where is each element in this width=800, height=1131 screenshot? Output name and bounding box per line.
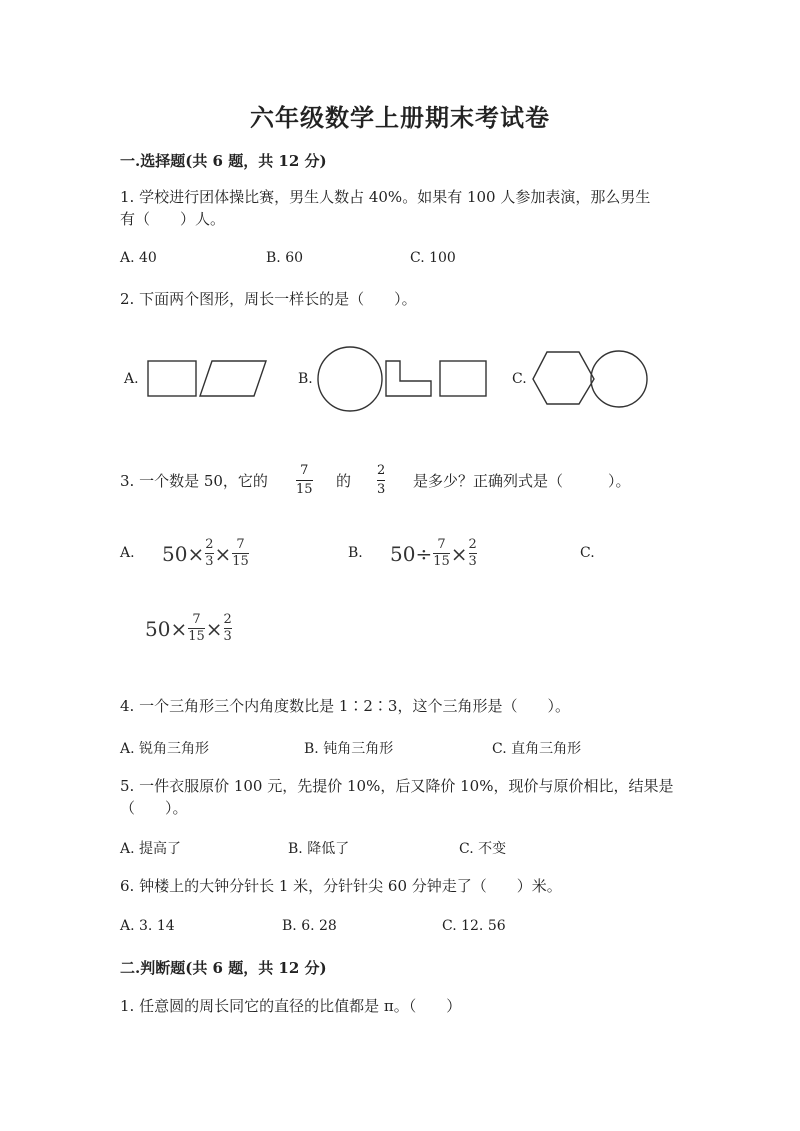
math-operator: × — [187, 541, 205, 566]
q5-text-line2: （ ）。 — [120, 799, 188, 817]
q6-option-c[interactable]: C. 12. 56 — [442, 918, 506, 934]
page-title: 六年级数学上册期末考试卷 — [250, 103, 550, 132]
q3-option-b-expression[interactable] — [390, 538, 478, 569]
j1-text: 1. 任意圆的周长同它的直径的比值都是 π。（ ） — [120, 997, 462, 1015]
parallelogram-figure — [200, 361, 266, 396]
math-fraction: 7 15 — [232, 537, 249, 569]
q3-fraction-7-15 — [296, 463, 313, 498]
math-operator: × — [450, 541, 468, 566]
math-fraction: 2 3 — [468, 537, 477, 569]
square-figure-b — [440, 361, 486, 396]
square-figure-a — [148, 361, 196, 396]
math-fraction: 7 15 — [433, 537, 450, 569]
q3-text-pre: 3. 一个数是 50，它的 — [120, 472, 268, 490]
fraction-denominator: 3 — [377, 482, 386, 497]
q3-option-a-label[interactable]: A. — [120, 545, 135, 561]
q4-option-c[interactable]: C. 直角三角形 — [492, 741, 582, 757]
q1-option-a[interactable]: A. 40 — [120, 250, 157, 266]
q2-option-c[interactable]: C. — [512, 371, 527, 387]
math-fraction: 7 15 — [188, 612, 205, 644]
fraction-numerator: 7 — [300, 463, 309, 478]
q1-text-line2: 有（ ）人。 — [120, 210, 226, 228]
q2-option-b[interactable]: B. — [298, 371, 313, 387]
q2-option-a[interactable]: A. — [124, 371, 139, 387]
q5-text-line1: 5. 一件衣服原价 100 元，先提价 10%，后又降价 10%，现价与原价相比，结果是 — [120, 777, 674, 795]
math-number: 50 — [162, 541, 188, 566]
hexagon-figure — [533, 352, 594, 404]
q3-option-c-label[interactable]: C. — [580, 545, 595, 561]
math-operator: × — [214, 541, 232, 566]
fraction-denominator: 15 — [296, 482, 313, 497]
math-fraction: 2 3 — [205, 537, 214, 569]
q1-text-line1: 1. 学校进行团体操比赛，男生人数占 40%。如果有 100 人参加表演，那么男生 — [120, 188, 651, 206]
section-2-heading: 二.判断题(共 6 题，共 12 分) — [120, 959, 327, 977]
q6-option-b[interactable]: B. 6. 28 — [282, 918, 337, 934]
q4-option-b[interactable]: B. 钝角三角形 — [304, 741, 394, 757]
math-number: 50 — [145, 616, 171, 641]
q6-text: 6. 钟楼上的大钟分针长 1 米，分针针尖 60 分钟走了（ ）米。 — [120, 877, 562, 895]
math-number: 50 — [390, 541, 416, 566]
math-fraction: 2 3 — [223, 612, 232, 644]
q3-text-mid: 的 — [336, 472, 352, 490]
section-1-heading: 一.选择题(共 6 题，共 12 分) — [120, 152, 327, 170]
q3-text-post: 是多少？正确列式是（ ）。 — [413, 472, 631, 490]
q1-option-c[interactable]: C. 100 — [410, 250, 456, 266]
math-operator: × — [170, 616, 188, 641]
q5-option-b[interactable]: B. 降低了 — [288, 841, 350, 857]
l-shape-figure — [386, 361, 431, 396]
q3-option-c-expression[interactable] — [145, 613, 233, 644]
q3-option-a-expression[interactable] — [162, 538, 250, 569]
circle-figure-b — [318, 347, 382, 411]
q1-option-b[interactable]: B. 60 — [266, 250, 304, 266]
q6-option-a[interactable]: A. 3. 14 — [120, 918, 175, 934]
q5-option-c[interactable]: C. 不变 — [459, 841, 507, 857]
q4-option-a[interactable]: A. 锐角三角形 — [120, 741, 210, 757]
circle-figure-c — [591, 351, 647, 407]
math-operator: ÷ — [415, 541, 433, 566]
q3-fraction-2-3 — [377, 463, 385, 498]
math-operator: × — [205, 616, 223, 641]
q3-option-b-label[interactable]: B. — [348, 545, 363, 561]
q2-text: 2. 下面两个图形，周长一样长的是（ ）。 — [120, 290, 417, 308]
fraction-numerator: 2 — [377, 463, 386, 478]
q4-text: 4. 一个三角形三个内角度数比是 1∶2∶3，这个三角形是（ ）。 — [120, 697, 570, 715]
q5-option-a[interactable]: A. 提高了 — [120, 841, 182, 857]
